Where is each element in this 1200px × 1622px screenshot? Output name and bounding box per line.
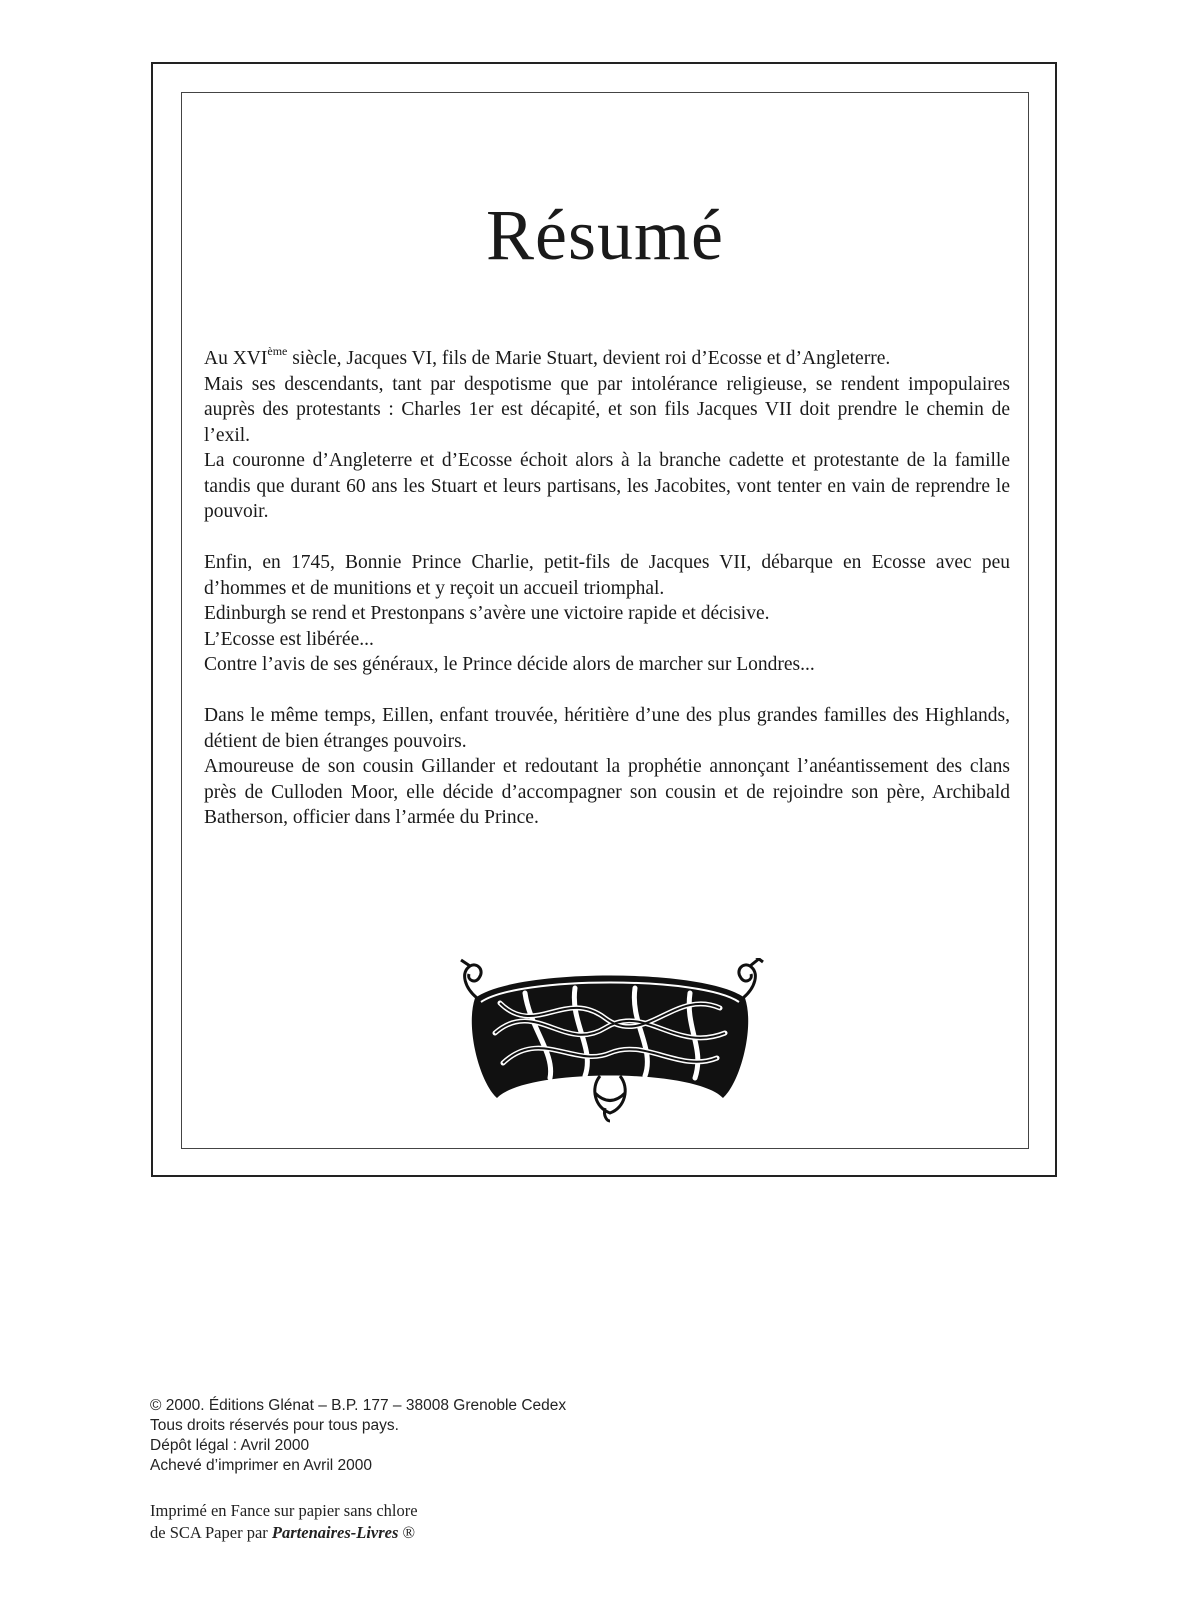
paragraph-gap [204,678,1010,704]
century-superscript: ème [267,343,288,358]
summary-paragraph: Contre l’avis de ses généraux, le Prince décide alors de marcher sur Londres... [204,654,815,675]
summary-paragraph: Edinburgh se rend et Prestonpans s’avère une victoire rapide et décisive. [204,603,770,624]
century-sentence: siècle, Jacques VI, fils de Marie Stuart, devient roi d’Ecosse et d’Angleterre. [287,348,891,369]
rights-line: Tous droits réservés pour tous pays. [150,1417,399,1434]
summary-paragraph: La couronne d’Angleterre et d’Ecosse échoit alors à la branche cadette et protestante de la famille tandis que durant 60 ans les Stuart et leurs partisans, les Jacobites, vont tenter en vain de reprendre le pouvoir. [204,450,1010,522]
summary-paragraph: Dans le même temps, Eillen, enfant trouvée, héritière d’une des plus grandes familles des Highlands, détient de bien étranges pouvoirs. [204,705,1010,752]
summary-paragraph: Mais ses descendants, tant par despotisme que par intolérance religieuse, se rendent impopulaires auprès des protestants : Charles 1er est décapité, et son fils Jacques VII doit prendre le chemin de l’exil. [204,373,1010,446]
printer-brand: Partenaires-Livres [271,1523,399,1542]
copyright-block [150,1396,750,1476]
copyright-line: © 2000. Éditions Glénat – B.P. 177 – 38008 Grenoble Cedex [150,1397,567,1414]
summary-text [204,343,1010,831]
summary-paragraph: L’Ecosse est libérée... [204,628,374,650]
paragraph-gap [204,525,1010,551]
page-title: Résumé [486,195,724,275]
printer-line [150,1522,750,1544]
century-prefix: Au XVI [204,348,268,369]
paper-line: Imprimé en Fance sur papier sans chlore [150,1501,418,1520]
summary-paragraph [204,343,1010,372]
summary-paragraph: Amoureuse de son cousin Gillander et redoutant la prophétie annonçant l’anéantissement des clans près de Culloden Moor, elle décide d’accompagner son cousin et de rejoindre son père, Archibald Batherson, officier dans l’armée du Prince. [204,756,1010,828]
legal-deposit-line: Dépôt légal : Avril 2000 [150,1437,310,1454]
summary-paragraph: Enfin, en 1745, Bonnie Prince Charlie, petit-fils de Jacques VII, débarque en Ecosse avec peu d’hommes et de munitions et y reçoit un accueil triomphal. [204,552,1010,599]
printer-prefix: de SCA Paper par [150,1523,272,1542]
print-date-line: Achevé d’imprimer en Avril 2000 [150,1457,372,1474]
celtic-knot-ornament-icon [455,958,765,1123]
printer-block [150,1500,750,1544]
registered-mark: ® [398,1523,416,1542]
